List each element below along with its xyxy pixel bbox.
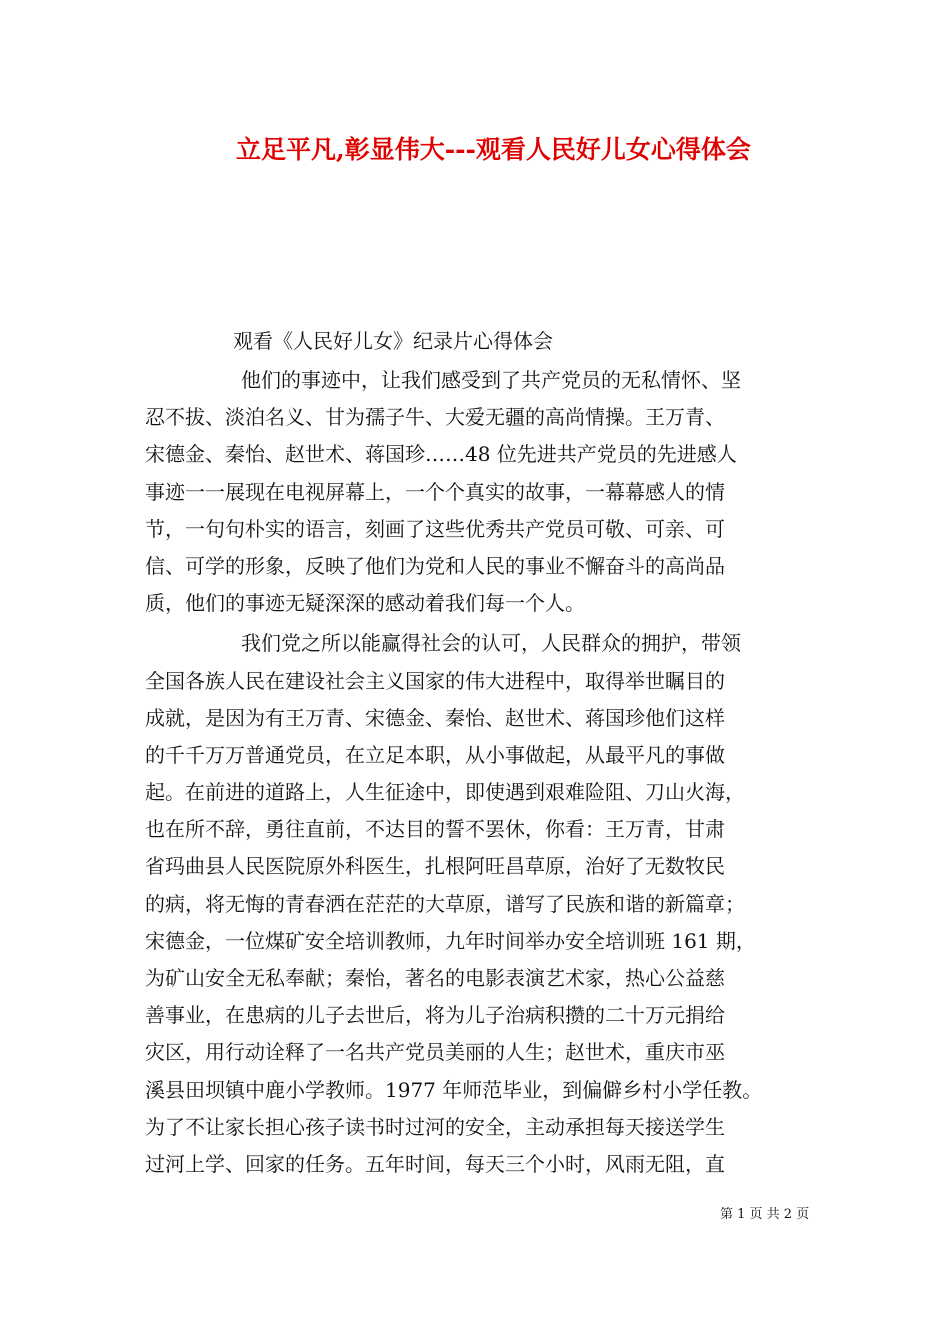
paragraph-1-line: 宋德金、秦怡、赵世术、蒋国珍……48 位先进共产党员的先进感人 [145,442,737,467]
paragraph-2-line: 我们党之所以能赢得社会的认可，人民群众的拥护，带领 [241,631,741,656]
paragraph-1-line: 质，他们的事迹无疑深深的感动着我们每一个人。 [145,591,585,616]
document-body [145,362,830,1183]
paragraph-2-line: 灾区，用行动诠释了一名共产党员美丽的人生；赵世术，重庆市巫 [145,1040,725,1065]
document-subtitle: 观看《人民好儿女》纪录片心得体会 [233,329,553,353]
paragraph-1-line: 信、可学的形象，反映了他们为党和人民的事业不懈奋斗的高尚品 [145,553,725,578]
paragraph-2-line: 的病，将无悔的青春洒在茫茫的大草原，谱写了民族和谐的新篇章； [145,891,745,916]
paragraph-2-line: 省玛曲县人民医院原外科医生，扎根阿旺昌草原，治好了无数牧民 [145,854,725,879]
paragraph-1-line: 节，一句句朴实的语言，刻画了这些优秀共产党员可敬、可亲、可 [145,516,725,541]
paragraph-2-line: 的千千万万普通党员，在立足本职，从小事做起，从最平凡的事做 [145,742,725,767]
paragraph-2-line: 善事业，在患病的儿子去世后，将为儿子治病积攒的二十万元捐给 [145,1003,725,1028]
paragraph-2-line: 起。在前进的道路上，人生征途中，即使遇到艰难险阻、刀山火海， [145,780,745,805]
paragraph-2-line: 溪县田坝镇中鹿小学教师。1977 年师范毕业，到偏僻乡村小学任教。 [145,1077,763,1102]
paragraph-2-line: 全国各族人民在建设社会主义国家的伟大进程中，取得举世瞩目的 [145,668,725,693]
paragraph-2-line: 也在所不辞，勇往直前，不达目的誓不罢休，你看：王万青，甘肃 [145,817,725,842]
document-title: 立足平凡,彰显伟大---观看人民好儿女心得体会 [236,135,751,164]
paragraph-1-line: 他们的事迹中，让我们感受到了共产党员的无私情怀、坚 [241,368,741,392]
page-footer: 第 1 页 共 2 页 [720,1207,810,1222]
paragraph-2-line: 为了不让家长担心孩子读书时过河的安全，主动承担每天接送学生 [145,1114,725,1139]
paragraph-2-line: 成就，是因为有王万青、宋德金、秦怡、赵世术、蒋国珍他们这样 [145,705,725,730]
paragraph-2-line: 过河上学、回家的任务。五年时间，每天三个小时，风雨无阻，直 [145,1151,725,1176]
paragraph-1-line: 事迹一一展现在电视屏幕上，一个个真实的故事，一幕幕感人的情 [145,479,725,504]
paragraph-2-line: 宋德金，一位煤矿安全培训教师，九年时间举办安全培训班 161 期， [145,928,756,953]
paragraph-1-line: 忍不拔、淡泊名义、甘为孺子牛、大爱无疆的高尚情操。王万青、 [145,405,725,430]
paragraph-2-line: 为矿山安全无私奉献；秦怡，著名的电影表演艺术家，热心公益慈 [145,966,725,990]
